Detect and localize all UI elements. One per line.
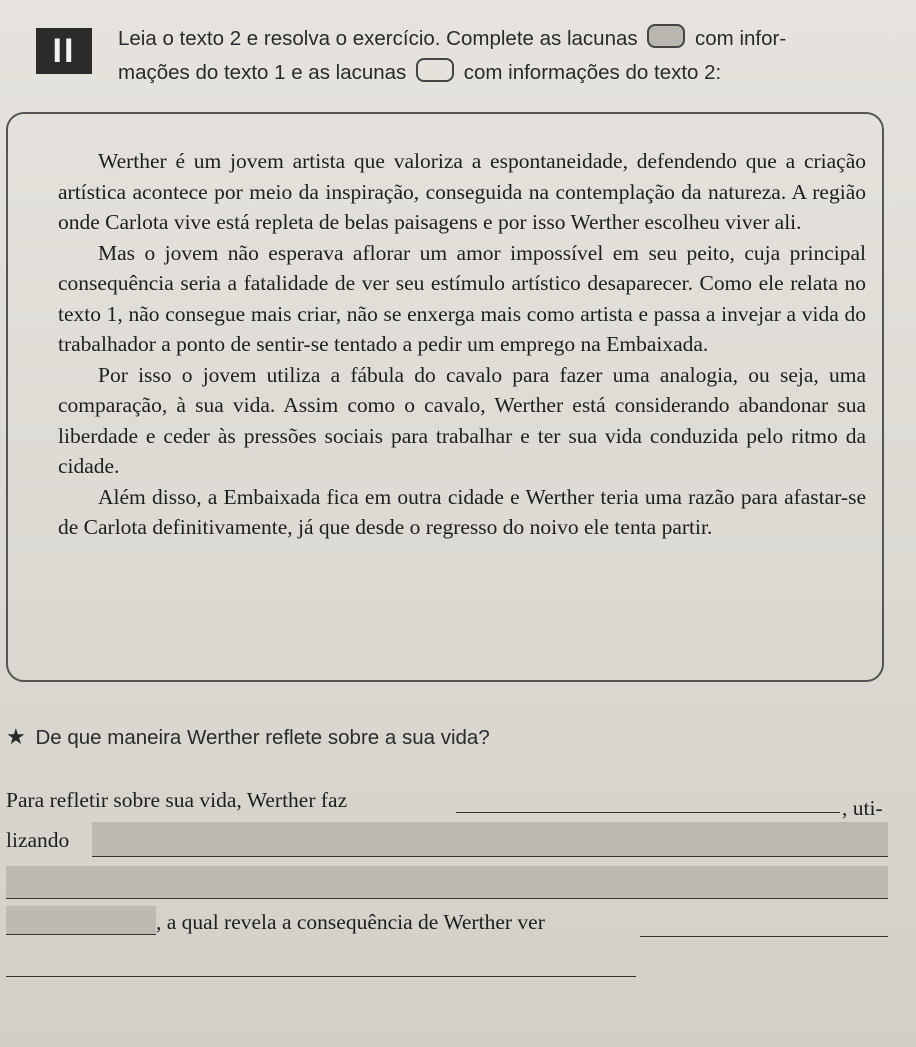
answer-text-4: , a qual revela a consequência de Werther ver bbox=[156, 910, 545, 934]
answer-text-2: , uti- bbox=[842, 796, 883, 820]
answer-blank-2[interactable] bbox=[92, 856, 888, 857]
answer-blank-4[interactable] bbox=[6, 934, 156, 935]
shaded-blank-marker-icon bbox=[647, 24, 685, 48]
text-2-body bbox=[58, 146, 866, 543]
shaded-answer-area-3[interactable] bbox=[6, 906, 156, 934]
shaded-answer-area-1[interactable] bbox=[92, 822, 888, 856]
exercise-number-badge bbox=[36, 28, 92, 74]
paragraph-3: Por isso o jovem utiliza a fábula do cavalo para fazer uma analogia, ou seja, uma comparação, à sua vida. Assim como o cavalo, Werther está considerando abandonar sua liberdade e ceder às pressões sociais para trabalhar e ter sua vida conduzida pelo ritmo da cidade. bbox=[58, 362, 866, 478]
exercise-instructions bbox=[118, 22, 908, 90]
shaded-answer-area-2[interactable] bbox=[6, 866, 888, 898]
answer-blank-6[interactable] bbox=[6, 976, 636, 977]
answer-text-1: Para refletir sobre sua vida, Werther faz bbox=[6, 788, 348, 812]
white-blank-marker-icon bbox=[416, 58, 454, 82]
answer-blank-5[interactable] bbox=[640, 936, 888, 937]
exercise-number: II bbox=[52, 31, 76, 70]
paragraph-1: Werther é um jovem artista que valoriza a espontaneidade, defendendo que a criação artística acontece por meio da inspiração, conseguida na contemplação da natureza. A região onde Carlota vive está repleta de belas paisagens e por isso Werther escolheu viver ali. bbox=[58, 149, 866, 234]
paragraph-4: Além disso, a Embaixada fica em outra cidade e Werther teria uma razão para afastar-se de Carlota definitivamente, já que desde o regresso do noivo ele tenta partir. bbox=[58, 484, 866, 539]
question bbox=[6, 724, 886, 750]
star-icon: ★ bbox=[6, 724, 26, 749]
answer-blank-3[interactable] bbox=[6, 898, 888, 899]
answer-blank-1[interactable] bbox=[456, 812, 840, 813]
paragraph-2: Mas o jovem não esperava aflorar um amor impossível em seu peito, cuja principal consequência seria a fatalidade de ver seu estímulo artístico desaparecer. Como ele relata no texto 1, não consegue mais criar, não se enxerga mais como artista e passa a invejar a vida do trabalhador a ponto de sentir-se tentado a pedir um emprego na Embaixada. bbox=[58, 240, 866, 356]
instruction-line-1: Leia o texto 2 e resolva o exercício. Complete as lacunas com infor- bbox=[118, 22, 908, 56]
instruction-line-2: mações do texto 1 e as lacunas com informações do texto 2: bbox=[118, 56, 908, 90]
answer-text-3: lizando bbox=[6, 828, 70, 852]
question-text: De que maneira Werther reflete sobre a sua vida? bbox=[35, 726, 490, 749]
